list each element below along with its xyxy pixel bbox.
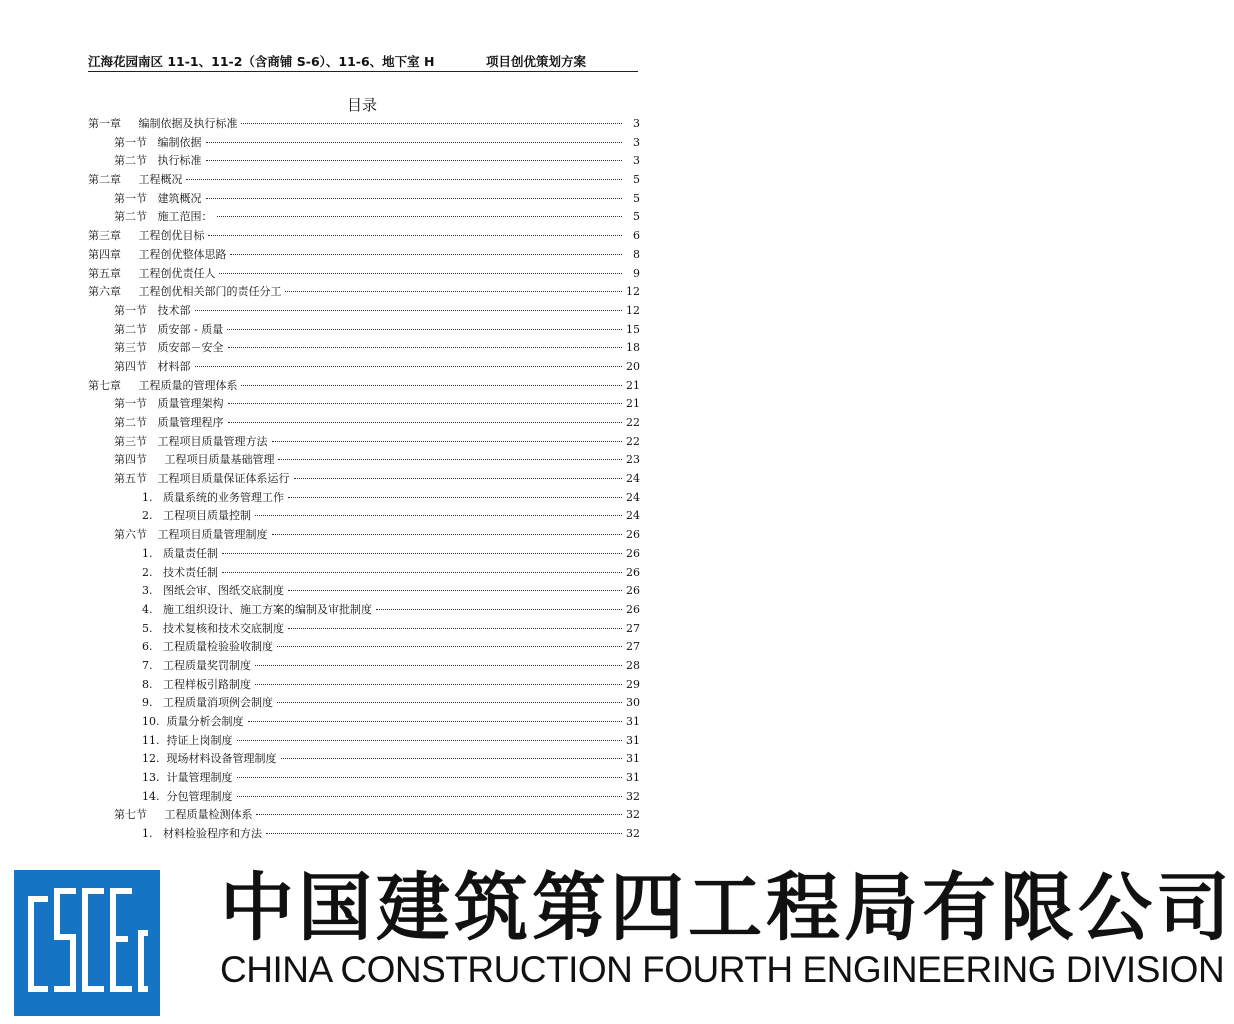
toc-dot-leader <box>255 515 622 516</box>
toc-entry-page: 15 <box>626 322 640 336</box>
toc-entry-label: 1. 质量责任制 <box>142 546 218 560</box>
toc-dot-leader <box>186 179 622 180</box>
toc-dot-leader <box>227 329 622 330</box>
toc-entry-page: 8 <box>633 247 640 261</box>
toc-entry[interactable] <box>88 115 640 134</box>
company-name-english: CHINA CONSTRUCTION FOURTH ENGINEERING DIVISION <box>220 949 1225 990</box>
toc-entry-page: 26 <box>626 584 640 598</box>
toc-dot-leader <box>248 721 623 722</box>
toc-entry-page: 26 <box>626 602 640 616</box>
toc-dot-leader <box>228 422 623 423</box>
toc-entry-page: 27 <box>626 621 640 635</box>
toc-entry-page: 21 <box>626 378 640 392</box>
toc-entry-label: 第三章 工程创优目标 <box>88 229 205 243</box>
toc-entry[interactable] <box>88 171 640 190</box>
toc-dot-leader <box>294 478 623 479</box>
toc-entry-page: 3 <box>633 117 640 130</box>
toc-dot-leader <box>195 310 623 311</box>
cscec-logo <box>14 870 160 1016</box>
toc-entry-label: 5. 技术复核和技术交底制度 <box>142 621 284 635</box>
toc-dot-leader <box>195 366 623 367</box>
toc-entry-page: 3 <box>633 154 640 168</box>
toc-entry-label: 13. 计量管理制度 <box>142 771 233 785</box>
toc-entry-page: 31 <box>626 771 640 785</box>
toc-entry-label: 第四节 工程项目质量基础管理 <box>114 453 275 467</box>
toc-entry-label: 11. 持证上岗制度 <box>142 733 233 747</box>
toc-entry-page: 5 <box>633 191 640 205</box>
toc-entry-page: 9 <box>633 266 640 280</box>
toc-entry-page: 18 <box>626 341 640 355</box>
toc-dot-leader <box>272 441 623 442</box>
toc-entry[interactable] <box>88 526 640 545</box>
toc-entry[interactable] <box>88 489 640 508</box>
toc-entry-label: 2. 工程项目质量控制 <box>142 509 251 523</box>
toc-dot-leader <box>281 758 623 759</box>
toc-entry[interactable] <box>88 358 640 377</box>
toc-dot-leader <box>241 123 622 124</box>
document-header <box>88 52 638 72</box>
toc-entry-label: 第二节 施工范围： <box>114 210 213 224</box>
toc-dot-leader <box>208 235 622 236</box>
toc-entry[interactable] <box>88 395 640 414</box>
toc-title: 目录 <box>346 96 377 114</box>
toc-entry-page: 20 <box>626 359 640 373</box>
toc-dot-leader <box>222 553 622 554</box>
toc-entry[interactable] <box>88 321 640 340</box>
toc-dot-leader <box>285 291 622 292</box>
toc-dot-leader <box>256 814 622 815</box>
toc-entry-label: 第一节 编制依据 <box>114 135 202 149</box>
toc-entry-label: 第二章 工程概况 <box>88 173 183 187</box>
toc-dot-leader <box>217 216 623 217</box>
toc-entry-page: 6 <box>633 229 640 243</box>
toc-entry[interactable] <box>88 545 640 564</box>
toc-entry[interactable] <box>88 227 640 246</box>
toc-entry-label: 第四节 材料部 <box>114 359 191 373</box>
toc-entry[interactable] <box>88 694 640 713</box>
toc-entry[interactable] <box>88 601 640 620</box>
toc-entry[interactable] <box>88 414 640 433</box>
toc-entry-page: 12 <box>626 285 640 299</box>
toc-entry[interactable] <box>88 620 640 639</box>
header-project-name: 江海花园南区 11-1、11-2（含商铺 S-6）、11-6、地下室 H <box>88 54 435 69</box>
toc-entry-page: 30 <box>626 696 640 710</box>
toc-entry[interactable] <box>88 152 640 171</box>
toc-dot-leader <box>277 702 622 703</box>
toc-entry[interactable] <box>88 190 640 209</box>
toc-entry-page: 28 <box>626 658 640 672</box>
toc-entry-page: 24 <box>626 490 640 504</box>
toc-entry-label: 6. 工程质量检验验收制度 <box>142 640 273 654</box>
toc-entry[interactable] <box>88 657 640 676</box>
toc-entry-page: 24 <box>626 472 640 486</box>
toc-entry-label: 第三节 质安部－安全 <box>114 341 224 355</box>
toc-entry-label: 14. 分包管理制度 <box>142 789 233 803</box>
toc-entry-page: 5 <box>633 210 640 224</box>
toc-dot-leader <box>288 497 622 498</box>
toc-entry[interactable] <box>88 377 640 396</box>
toc-entry-page: 22 <box>626 416 640 429</box>
toc-entry-label: 第一节 质量管理架构 <box>114 397 224 411</box>
toc-entry-label: 第六章 工程创优相关部门的责任分工 <box>88 285 282 299</box>
toc-entry[interactable] <box>88 470 640 489</box>
toc-dot-leader <box>237 777 623 778</box>
toc-entry-label: 7. 工程质量奖罚制度 <box>142 658 251 672</box>
toc-entry-page: 32 <box>626 789 640 803</box>
header-document-title: 项目创优策划方案 <box>486 54 587 69</box>
toc-dot-leader <box>255 684 622 685</box>
toc-entry-label: 第七节 工程质量检测体系 <box>114 808 253 822</box>
toc-entry-label: 8. 工程样板引路制度 <box>142 677 251 691</box>
toc-entry-page: 5 <box>633 173 640 187</box>
toc-dot-leader <box>206 198 623 199</box>
cscec-logo-mark <box>14 870 160 1016</box>
toc-dot-leader <box>278 459 622 460</box>
toc-dot-leader <box>288 590 622 591</box>
toc-entry-label: 第六节 工程项目质量管理制度 <box>114 528 268 542</box>
toc-entry-label: 第一节 技术部 <box>114 303 191 317</box>
toc-entry-page: 29 <box>626 677 640 691</box>
toc-entry-label: 3. 图纸会审、图纸交底制度 <box>142 584 284 598</box>
toc-entry-label: 第五节 工程项目质量保证体系运行 <box>114 472 290 486</box>
toc-entry[interactable] <box>88 507 640 526</box>
toc-dot-leader <box>266 833 622 834</box>
toc-dot-leader <box>376 609 622 610</box>
toc-dot-leader <box>237 796 623 797</box>
toc-entry-label: 第一节 建筑概况 <box>114 191 202 205</box>
table-of-contents <box>88 115 640 845</box>
toc-entry[interactable] <box>88 283 640 302</box>
toc-entry-page: 21 <box>626 397 640 411</box>
toc-entry-label: 第二节 质量管理程序 <box>114 416 224 429</box>
toc-entry[interactable] <box>88 339 640 358</box>
toc-dot-leader <box>241 385 622 386</box>
toc-entry-label: 9. 工程质量消项例会制度 <box>142 696 273 710</box>
toc-entry[interactable] <box>88 265 640 284</box>
toc-dot-leader <box>222 572 622 573</box>
toc-entry[interactable] <box>88 246 640 265</box>
toc-entry-label: 第一章 编制依据及执行标准 <box>88 117 238 130</box>
toc-entry-label: 1. 质量系统的业务管理工作 <box>142 490 284 504</box>
toc-entry-page: 24 <box>626 509 640 523</box>
toc-entry-label: 4. 施工组织设计、施工方案的编制及审批制度 <box>142 602 372 616</box>
company-name-chinese: 中国建筑第四工程局有限公司 <box>220 865 1234 951</box>
toc-entry-label: 2. 技术责任制 <box>142 565 218 579</box>
toc-entry[interactable] <box>88 676 640 695</box>
toc-entry[interactable] <box>88 769 640 788</box>
toc-entry[interactable] <box>88 825 640 844</box>
toc-dot-leader <box>206 160 623 161</box>
toc-entry[interactable] <box>88 433 640 452</box>
toc-entry-page: 23 <box>626 453 640 467</box>
toc-entry-label: 第三节 工程项目质量管理方法 <box>114 434 268 448</box>
toc-dot-leader <box>272 534 623 535</box>
toc-entry-page: 26 <box>626 565 640 579</box>
toc-entry[interactable] <box>88 582 640 601</box>
toc-entry-label: 1. 材料检验程序和方法 <box>142 827 262 841</box>
toc-entry[interactable] <box>88 806 640 825</box>
toc-dot-leader <box>228 403 623 404</box>
toc-entry[interactable] <box>88 302 640 321</box>
toc-entry-page: 26 <box>626 528 640 542</box>
toc-entry-page: 27 <box>626 640 640 654</box>
toc-entry-label: 第二节 执行标准 <box>114 154 202 168</box>
toc-dot-leader <box>219 273 622 274</box>
toc-entry-page: 12 <box>626 303 640 317</box>
toc-entry-page: 3 <box>633 135 640 149</box>
toc-entry[interactable] <box>88 451 640 470</box>
toc-entry-label: 第四章 工程创优整体思路 <box>88 247 227 261</box>
toc-entry-label: 第二节 质安部 - 质量 <box>114 322 224 336</box>
toc-dot-leader <box>288 628 622 629</box>
toc-entry[interactable] <box>88 750 640 769</box>
toc-entry-page: 32 <box>626 827 640 841</box>
toc-entry-label: 10. 质量分析会制度 <box>142 715 244 728</box>
toc-entry[interactable] <box>88 208 640 227</box>
toc-entry[interactable] <box>88 564 640 583</box>
toc-dot-leader <box>230 254 622 255</box>
toc-entry-page: 26 <box>626 546 640 560</box>
toc-entry-page: 31 <box>626 715 640 728</box>
toc-entry[interactable] <box>88 788 640 807</box>
toc-dot-leader <box>206 142 623 143</box>
toc-entry[interactable] <box>88 134 640 153</box>
toc-entry-page: 32 <box>626 808 640 822</box>
toc-entry[interactable] <box>88 732 640 751</box>
toc-entry-page: 31 <box>626 752 640 766</box>
toc-dot-leader <box>228 347 623 348</box>
toc-entry[interactable] <box>88 713 640 732</box>
toc-dot-leader <box>237 740 623 741</box>
toc-dot-leader <box>277 646 622 647</box>
toc-entry-label: 12. 现场材料设备管理制度 <box>142 752 277 766</box>
toc-entry-page: 22 <box>626 434 640 448</box>
toc-entry-label: 第七章 工程质量的管理体系 <box>88 378 238 392</box>
toc-entry-page: 31 <box>626 733 640 747</box>
toc-entry[interactable] <box>88 638 640 657</box>
toc-entry-label: 第五章 工程创优责任人 <box>88 266 216 280</box>
toc-dot-leader <box>255 665 622 666</box>
